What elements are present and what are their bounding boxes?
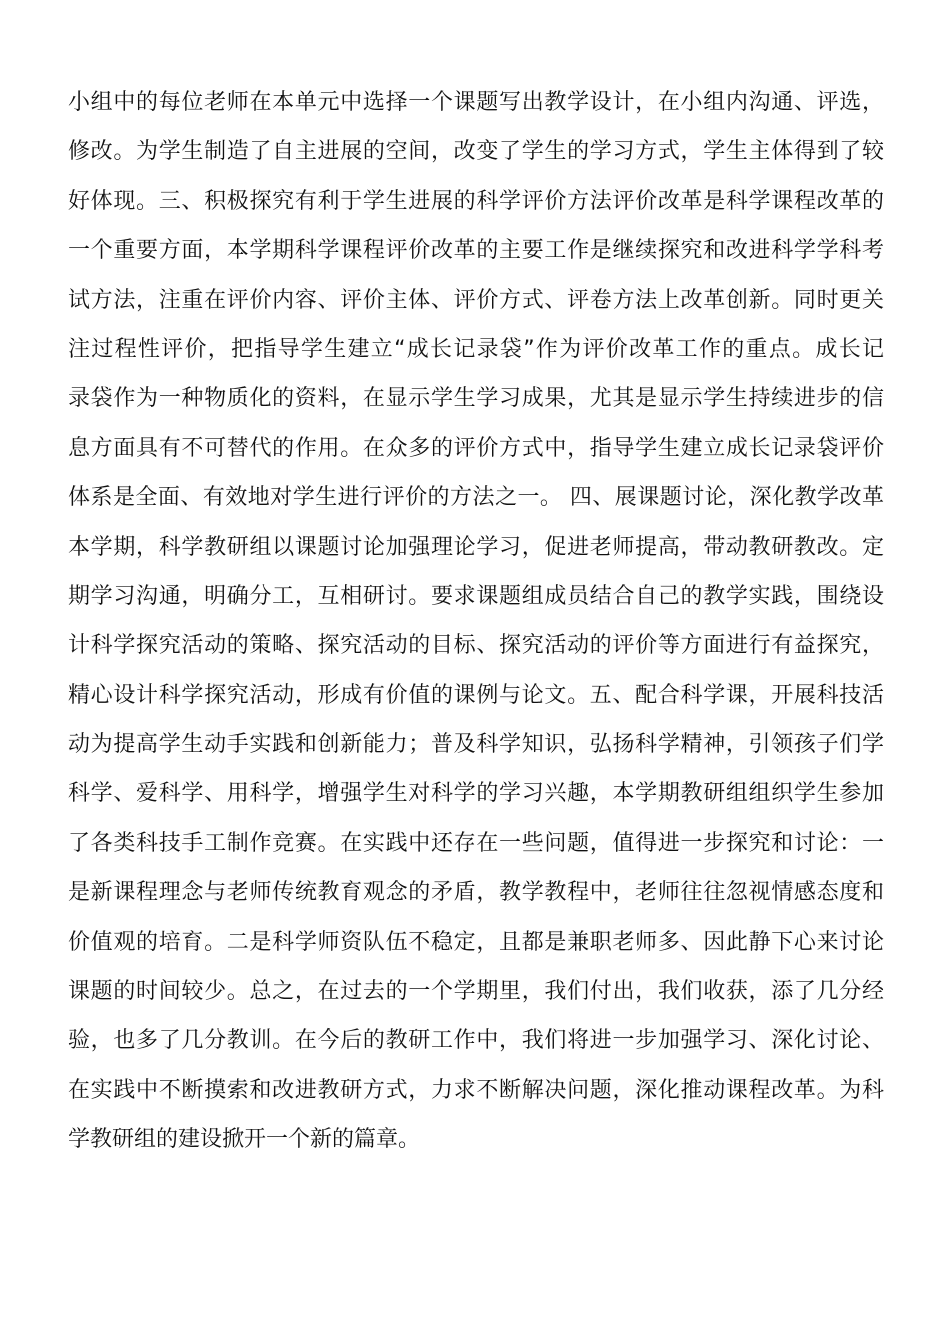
text-line-20: 验，也多了几分教训。在今后的教研工作中，我们将进一步加强学习、深化讨论、 [68, 1028, 884, 1054]
text-line-22: 学教研组的建设掀开一个新的篇章。 [68, 1127, 421, 1153]
text-line-17: 是新课程理念与老师传统教育观念的矛盾，教学教程中，老师往往忽视情感态度和 [68, 880, 884, 906]
text-line-3: 好体现。三、积极探究有利于学生进展的科学评价方法评价改革是科学课程改革的 [68, 188, 884, 214]
text-line-21: 在实践中不断摸索和改进教研方式，力求不断解决问题，深化推动课程改革。为科 [68, 1077, 884, 1103]
text-line-19: 课题的时间较少。总之，在过去的一个学期里，我们付出，我们收获，添了几分经 [68, 979, 884, 1005]
text-line-9: 体系是全面、有效地对学生进行评价的方法之一。 四、展课题讨论，深化教学改革 [68, 485, 884, 511]
text-line-1: 小组中的每位老师在本单元中选择一个课题写出教学设计，在小组内沟通、评选， [68, 90, 884, 115]
text-line-7: 录袋作为一种物质化的资料，在显示学生学习成果，尤其是显示学生持续进步的信 [68, 386, 884, 412]
text-line-10: 本学期，科学教研组以课题讨论加强理论学习，促进老师提高，带动教研教改。定 [68, 534, 884, 560]
text-line-6: 注过程性评价，把指导学生建立“成长记录袋”作为评价改革工作的重点。成长记 [68, 336, 884, 362]
text-line-5: 试方法，注重在评价内容、评价主体、评价方式、评卷方法上改革创新。同时更关 [68, 287, 884, 313]
text-line-14: 动为提高学生动手实践和创新能力；普及科学知识，弘扬科学精神，引领孩子们学 [68, 732, 884, 758]
text-line-4: 一个重要方面，本学期科学课程评价改革的主要工作是继续探究和改进科学学科考 [68, 238, 884, 264]
text-line-11: 期学习沟通，明确分工，互相研讨。要求课题组成员结合自己的教学实践，围绕设 [68, 583, 884, 609]
text-line-13: 精心设计科学探究活动，形成有价值的课例与论文。五、配合科学课，开展科技活 [68, 682, 884, 708]
body-text [68, 78, 884, 1165]
text-line-15: 科学、爱科学、用科学，增强学生对科学的学习兴趣，本学期教研组组织学生参加 [68, 781, 884, 807]
text-line-18: 价值观的培育。二是科学师资队伍不稳定，且都是兼职老师多、因此静下心来讨论 [68, 929, 884, 955]
text-line-8: 息方面具有不可替代的作用。在众多的评价方式中，指导学生建立成长记录袋评价 [68, 435, 884, 461]
text-line-16: 了各类科技手工制作竞赛。在实践中还存在一些问题，值得进一步探究和讨论：一 [68, 830, 884, 856]
text-line-12: 计科学探究活动的策略、探究活动的目标、探究活动的评价等方面进行有益探究， [68, 633, 884, 659]
text-line-2: 修改。为学生制造了自主进展的空间，改变了学生的学习方式，学生主体得到了较 [68, 139, 884, 165]
